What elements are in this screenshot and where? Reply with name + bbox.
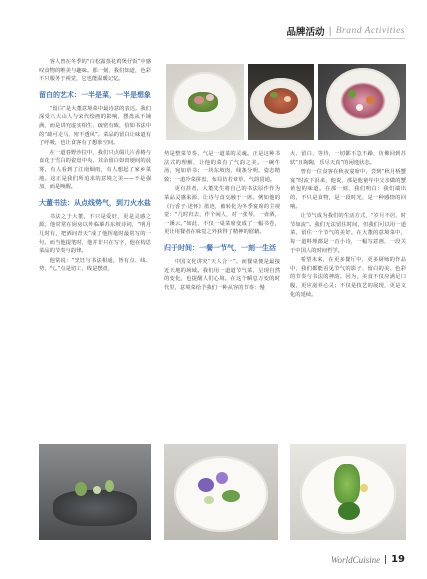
- photo-dish-meat-bowl: [248, 64, 314, 140]
- paragraph: 希望未来，在更多餐厅中，更多厨师的作品中，我们都能看见节气的影子、留白的美、色彩的节奏与书法的神韵。因为，美食不仅应满足口腹，更应滋养心灵；不仅是技艺的展现，更是文化的延续。: [290, 257, 406, 298]
- page-number: 19: [391, 554, 405, 565]
- paragraph: 让节气成为我们的生活方式，“岁月不居，时节如流”。我们无法留住时间，但我们可以用一道菜，留住一个节气的美好。在大董的意境菜中，每一道料理都是一首小诗，一幅写意画，一段关于中国人的时间哲学。: [290, 213, 406, 254]
- section-header: [286, 24, 405, 38]
- section-title-zh: 品牌活动: [286, 27, 325, 38]
- footer-divider: [385, 555, 386, 564]
- article-column-1: [39, 58, 151, 275]
- photo-dish-flower-plate: [318, 64, 406, 140]
- photo-dish-green-sauce: [290, 444, 406, 540]
- paragraph: 在一道春野沙拉中，我们只点缀几片香椿与食花于雪白的瓷盘中央，其余留白如田埂间的晨雾，有人看到了江南烟雨，有人想起了家乡菜地。这正是我们所追求的意境之美——不是强加，而是唤醒。: [39, 149, 151, 191]
- photo-dish-green-plate: [166, 64, 244, 140]
- heading-calligraphy: 大董书法：从点线势气，到刀火水盐: [39, 198, 151, 207]
- header-rule: [287, 38, 405, 39]
- photo-dish-dark-rock: [39, 444, 151, 540]
- photo-dish-violet-flowers: [164, 444, 278, 540]
- paragraph: 他常说：“烹饪与书法相通，皆有点、线、势、气。”点是切工，线是摆盘，: [39, 257, 151, 273]
- heading-white-space-art: 留白的艺术：一半是菜，一半是想象: [39, 90, 151, 99]
- paragraph: 更有甚者，大董先生将自己的书法原作作为菜品灵感来源，让诗与食交融于一席。例如他的《行香子·述怀》墨迹，被转化为冬季宴席的主视觉：“几时归去，作个闲人，对一张琴，一壶酒，一溪云。”如此，不仅一桌菜席变成了一幅书卷，更让用餐者在味觉之外获得了精神的慰藉。: [164, 186, 280, 236]
- magazine-name: WorldCuisine: [330, 554, 381, 565]
- paragraph: 书法之于大董，不只是爱好，更是灵感之源。他常常在厨房以外临摹苏东坡诗词，“明月几时有，把酒问青天”成了他挥毫时最常写的一句，而当他提笔时，他并非只在写字，他在构思菜品的节奏与韵律。: [39, 213, 151, 255]
- intro-paragraph: 客人曾在冬季的“白松露蒸花鸡煲仔饭”中感叹食物的唯美与趣味。那一刻，我们知道，色彩不只服务于视觉，它也能温暖记忆。: [39, 59, 151, 83]
- page-footer: [331, 554, 405, 565]
- paragraph: 火、留白、等待，一切都不急不躁，仿佛回到苏轼“且陶陶，乐尽天真”的闲逸状态。: [290, 151, 406, 166]
- article-column-3: [290, 150, 406, 300]
- section-divider: |: [328, 25, 332, 37]
- paragraph: 中国文化讲究“天人合一”。而餐桌便是最接近天地的场域。我们用一道道节气菜，呈现自然的变化，也提醒人们心境。在这个瞬息万变的时代里，意境菜给予我们一种从容的节奏：慢: [164, 258, 280, 291]
- heading-seasonal-time: 归于时间：一餐一节气，一刻一生活: [164, 243, 276, 252]
- paragraph: 曾有一位食客在秋夜宴席中，尝到“秋月桥蟹宴”时流下泪来，他说，那是他童年中父亲做的蟹黄包的味道。在那一刻，我们明白：我们端出的，不只是食物，是一段时光，是一种感情的回响。: [290, 169, 406, 210]
- article-column-2: [164, 150, 280, 293]
- paragraph: 势是整菜节奏，气是一道菜的灵魂。正是这种书法式的理解，让他的菜有了气韵之美。一碗牛汤，宛如草书；一块东坡肉，线条分明，姿态精致；一道冷菜拼盘，布局仿若章草，气韵贯通。: [164, 151, 280, 183]
- section-title-en: Brand Activities: [335, 26, 405, 36]
- paragraph: “留白”是大董意境菜中最诗意的表达。我们深受八大山人与宋代绘画的影响，摆盘从不铺满，而是讲究虚实相生、疏密有致，恰如书法中的“疏可走马，密不透风”。菜品的留白让味道有了呼吸，也让食客有了想象空间。: [39, 105, 151, 147]
